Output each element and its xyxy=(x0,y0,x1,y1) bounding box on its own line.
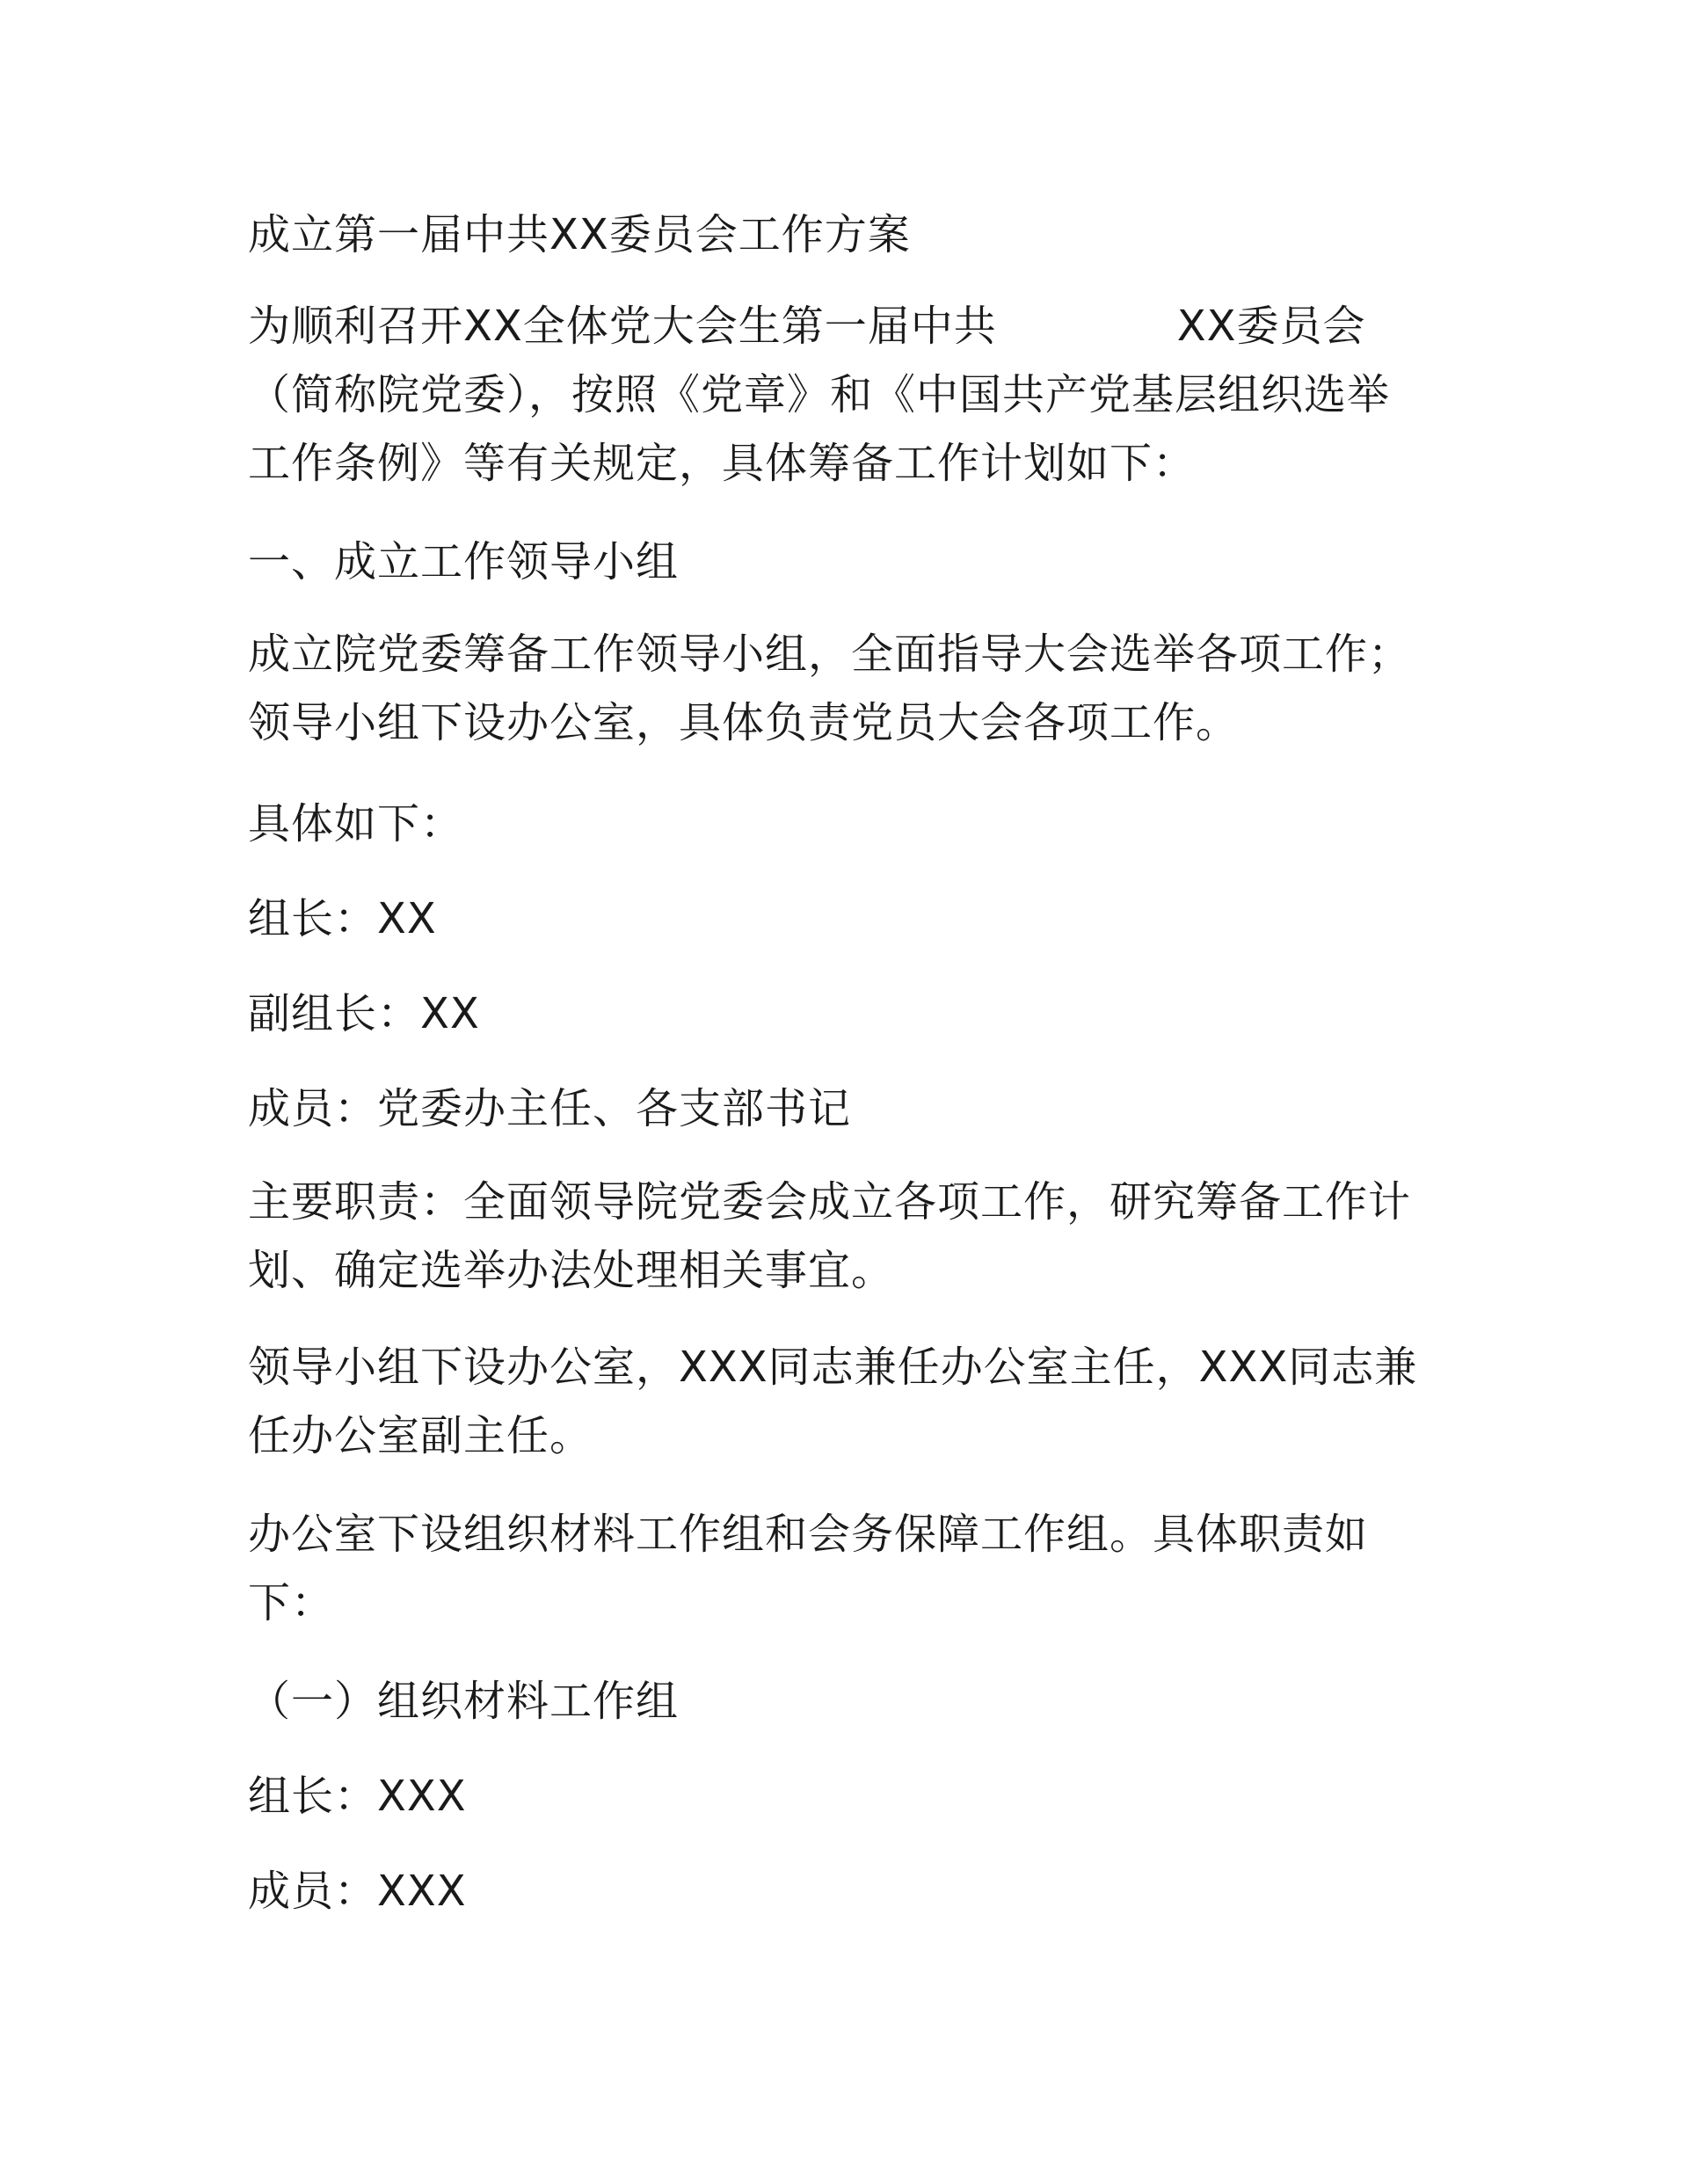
section-1-body xyxy=(248,620,1444,757)
subsection-1-heading-text: （一）组织材料工作组 xyxy=(248,1677,680,1726)
vice-leader-text: 副组长：XX xyxy=(248,989,480,1038)
office-groups-line-2: 下： xyxy=(248,1578,335,1627)
details-intro-text: 具体如下： xyxy=(248,799,464,848)
section-1-heading xyxy=(248,528,1444,596)
document-title-text: 成立第一届中共XX委员会工作方案 xyxy=(248,210,911,259)
intro-line-1-part-a: 为顺利召开XX全体党大会生第一届中共 xyxy=(248,302,997,351)
office-paragraph xyxy=(248,1333,1444,1470)
leader-text: 组长：XX xyxy=(248,894,437,943)
office-line-2: 任办公室副主任。 xyxy=(248,1411,593,1460)
intro-paragraph xyxy=(248,292,1444,498)
section-1-heading-text: 一、成立工作领导小组 xyxy=(248,537,680,586)
intro-line-3: 工作条例》等有关规定，具体筹备工作计划如下： xyxy=(248,439,1197,488)
details-intro xyxy=(248,790,1444,858)
document-title xyxy=(248,200,1444,269)
sub1-members-text: 成员：XXX xyxy=(248,1867,467,1916)
members-line xyxy=(248,1074,1444,1143)
leader-line xyxy=(248,885,1444,953)
office-groups-line-1: 办公室下设组织材料工作组和会务保障工作组。具体职责如 xyxy=(248,1510,1369,1559)
duties-paragraph xyxy=(248,1168,1444,1305)
subsection-1-heading xyxy=(248,1667,1444,1736)
intro-line-1 xyxy=(248,292,1444,360)
intro-line-1-part-b: XX委员会 xyxy=(1176,302,1366,351)
members-text: 成员：党委办主任、各支部书记 xyxy=(248,1084,852,1133)
intro-line-2: （简称院党委），按照《党章》和《中国共产党基层组织选举 xyxy=(248,370,1391,419)
sub1-leader-line xyxy=(248,1762,1444,1831)
section-1-body-line-1: 成立院党委筹备工作领导小组，全面指导大会选举各项工作； xyxy=(248,630,1412,679)
office-line-1: 领导小组下设办公室，XXX同志兼任办公室主任，XXX同志兼 xyxy=(248,1343,1418,1392)
section-1-body-line-2: 领导小组下设办公室，具体负责党员大会各项工作。 xyxy=(248,698,1240,747)
duties-line-1: 主要职责：全面领导院党委会成立各项工作，研究筹备工作计 xyxy=(248,1177,1412,1227)
vice-leader-line xyxy=(248,979,1444,1048)
office-groups-paragraph xyxy=(248,1500,1444,1637)
sub1-members-line xyxy=(248,1857,1444,1926)
sub1-leader-text: 组长：XXX xyxy=(248,1772,467,1821)
duties-line-2: 划、确定选举办法处理相关事宜。 xyxy=(248,1246,895,1295)
